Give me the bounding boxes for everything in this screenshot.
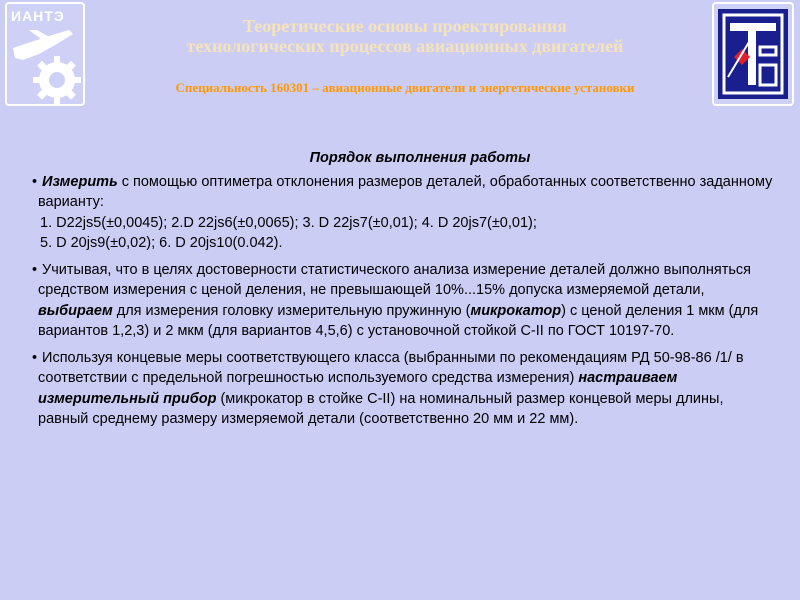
variants-line-1: 1. D22js5(±0,0045); 2.D 22js6(±0,0065); 3. D 22js7(±0,01); 4. D 20js7(±0,01); bbox=[40, 214, 537, 231]
calibrate-text-2: (микрокатор в стойке С-II) на номинальный размер концевой меры длины, равный среднему размеру измеряемой детали (соответственно 20 мм и 22 мм). bbox=[38, 390, 724, 427]
step-measure-text: с помощью оптиметра отклонения размеров деталей, обработанных соответственно заданному варианту: bbox=[38, 173, 773, 210]
page-title bbox=[100, 16, 710, 56]
calibrate-text-1: Используя концевые меры соответствующего класса (выбранными по рекомендациям РД 50-98-86 /1/ в соответствии с предельной погрешностью используемого средства измерения) bbox=[38, 349, 744, 386]
variants-line-2: 5. D 20js9(±0,02); 6. D 20js10(0.042). bbox=[40, 235, 283, 251]
emphasis-calibrate: настраиваем измерительный прибор bbox=[38, 370, 678, 407]
title-line-1: Теоретические основы проектирования bbox=[242, 16, 567, 36]
institute-logo bbox=[5, 2, 85, 106]
step-calibrate bbox=[30, 348, 775, 430]
main-content bbox=[30, 148, 775, 436]
select-text-2: для измерения головку измерительную пружинную ( bbox=[112, 302, 471, 319]
bullet-icon: • bbox=[32, 349, 38, 366]
header bbox=[0, 0, 800, 110]
select-text-3: ) с ценой деления 1 мкм (для вариантов 1,2,3) и 2 мкм (для вариантов 4,5,6) с установочной стойкой С-II по ГОСТ 10197-70. bbox=[38, 302, 759, 339]
select-text-1: Учитывая, что в целях достоверности статистического анализа измерение деталей должно выполняться средством измерения с ценой деления, не превышающей 10%...15% допуска измеряемой детали, bbox=[38, 261, 752, 298]
university-emblem-icon bbox=[716, 7, 790, 101]
title-line-2: технологических процессов авиационных двигателей bbox=[186, 36, 624, 56]
emphasis-select: выбираем bbox=[38, 302, 113, 319]
step-select-instrument bbox=[30, 260, 775, 342]
step-measure bbox=[30, 172, 775, 254]
section-heading: Порядок выполнения работы bbox=[309, 150, 531, 166]
emphasis-measure: Измерить bbox=[42, 173, 118, 190]
logo-abbreviation: ИАНТЭ bbox=[11, 8, 65, 24]
emphasis-microcator: микрокатор bbox=[470, 302, 562, 319]
specialty-subtitle: Специальность 160301 – авиационные двигатели и энергетические установки bbox=[175, 80, 635, 95]
university-logo bbox=[712, 2, 794, 106]
bullet-icon: • bbox=[32, 261, 38, 278]
airplane-gear-icon bbox=[9, 26, 83, 104]
bullet-icon: • bbox=[32, 173, 38, 190]
